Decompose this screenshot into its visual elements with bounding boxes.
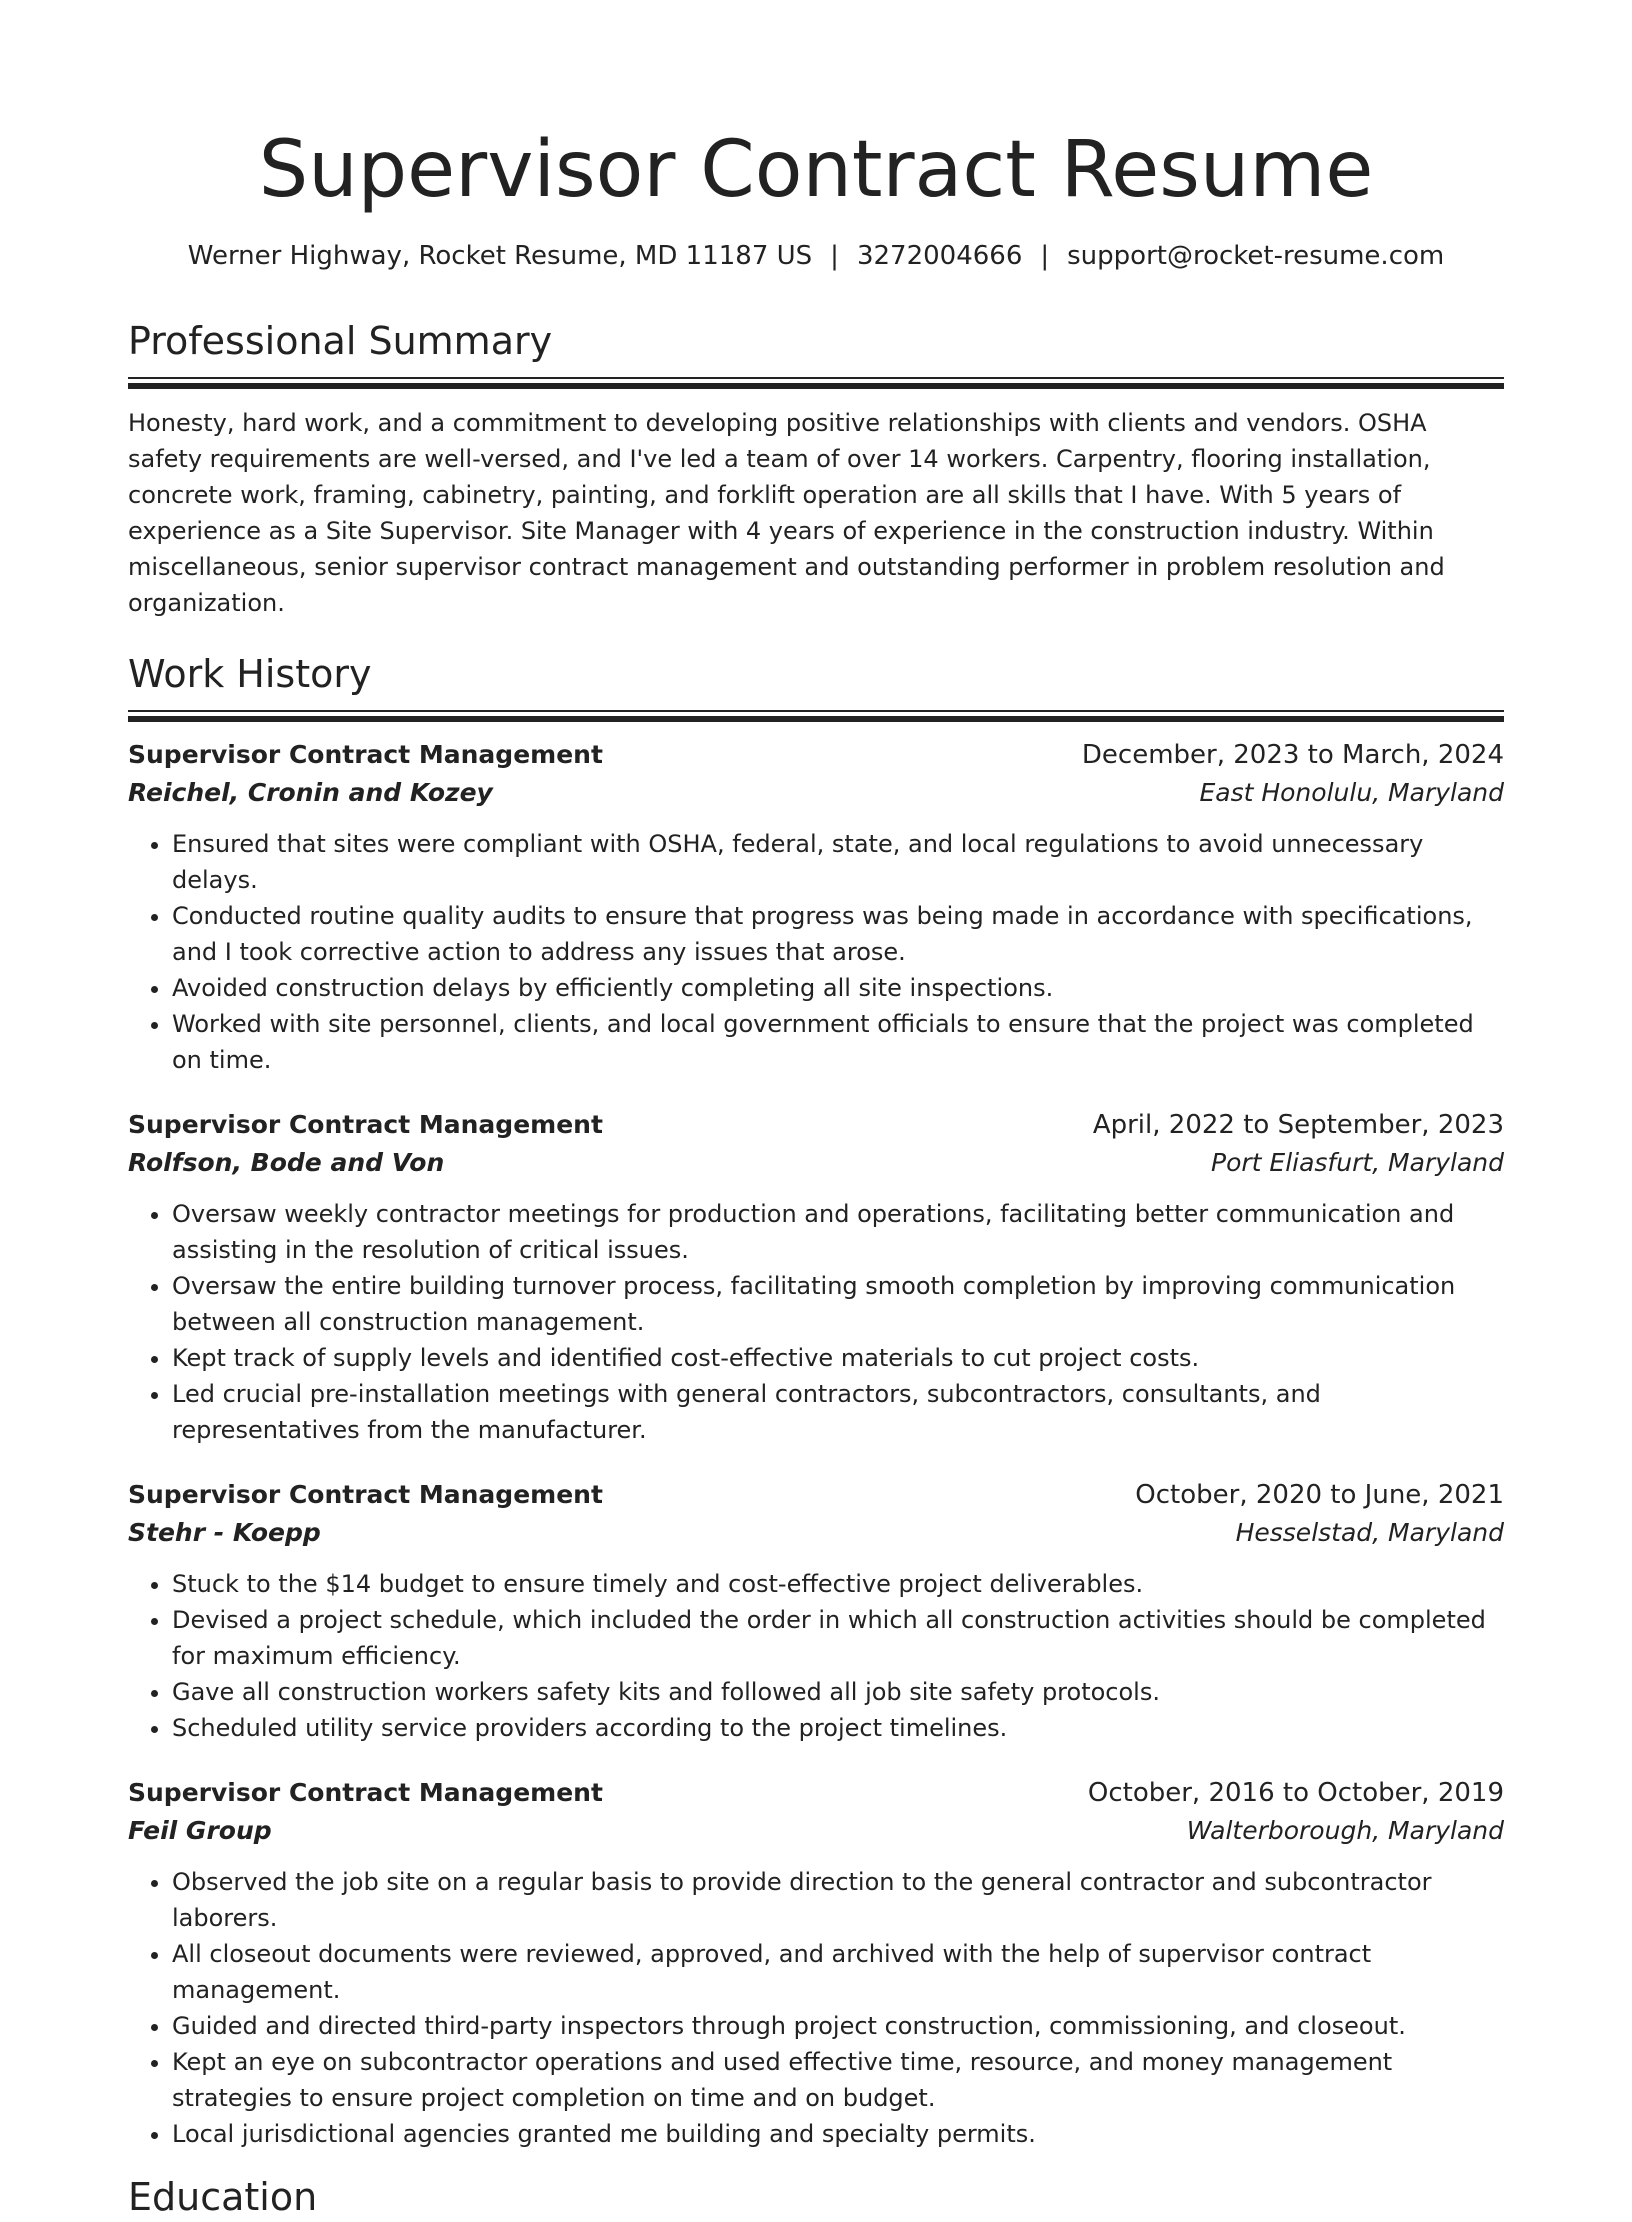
job-company: Reichel, Cronin and Kozey <box>128 778 493 807</box>
job-bullet: • All closeout documents were reviewed, approved, and archived with the help of supervisor contract management. <box>172 1936 1504 2008</box>
job-dates: October, 2016 to October, 2019 <box>1087 1778 1504 1808</box>
job-bullet: • Devised a project schedule, which included the order in which all construction activities should be completed for maximum efficiency. <box>172 1602 1504 1674</box>
job-subheader-row <box>128 1144 1504 1182</box>
job-location: Walterborough, Maryland <box>1186 1816 1504 1845</box>
job-title: Supervisor Contract Management <box>128 740 603 769</box>
section-divider <box>128 710 1504 722</box>
work-history-heading: Work History <box>128 652 372 696</box>
job-bullets <box>128 1196 1504 1448</box>
job-bullets <box>128 826 1504 1078</box>
work-history-list <box>128 736 1504 2152</box>
job-dates: October, 2020 to June, 2021 <box>1135 1480 1504 1510</box>
job-bullet: • Led crucial pre-installation meetings with general contractors, subcontractors, consultants, and representatives from the manufacturer. <box>172 1376 1504 1448</box>
job-bullet: • Scheduled utility service providers according to the project timelines. <box>172 1710 1504 1746</box>
job-bullet: • Worked with site personnel, clients, and local government officials to ensure that the project was completed on time. <box>172 1006 1504 1078</box>
job-bullet: • Observed the job site on a regular basis to provide direction to the general contractor and subcontractor laborers. <box>172 1864 1504 1936</box>
job-dates: December, 2023 to March, 2024 <box>1081 740 1504 770</box>
job-bullets <box>128 1864 1504 2152</box>
job-company: Feil Group <box>128 1816 272 1845</box>
job-bullets <box>128 1566 1504 1746</box>
job-bullet: • Avoided construction delays by efficiently completing all site inspections. <box>172 970 1504 1006</box>
job-header-row <box>128 1106 1504 1144</box>
job-location: East Honolulu, Maryland <box>1199 778 1504 807</box>
contact-email: support@rocket-resume.com <box>1067 241 1445 271</box>
job-entry <box>128 1476 1504 1746</box>
job-header-row <box>128 1476 1504 1514</box>
resume-page <box>128 0 1504 2222</box>
contact-address: Werner Highway, Rocket Resume, MD 11187 US <box>187 241 813 271</box>
job-bullet: • Gave all construction workers safety kits and followed all job site safety protocols. <box>172 1674 1504 1710</box>
job-bullet: • Guided and directed third-party inspectors through project construction, commissioning, and closeout. <box>172 2008 1504 2044</box>
contact-line <box>128 238 1504 274</box>
job-title: Supervisor Contract Management <box>128 1110 603 1139</box>
job-entry <box>128 736 1504 1078</box>
job-bullet: • Kept track of supply levels and identified cost-effective materials to cut project costs. <box>172 1340 1504 1376</box>
job-bullet: • Kept an eye on subcontractor operations and used effective time, resource, and money management strategies to ensure project completion on time and on budget. <box>172 2044 1504 2116</box>
job-subheader-row <box>128 1514 1504 1552</box>
job-company: Stehr - Koepp <box>128 1518 321 1547</box>
job-bullet: • Oversaw the entire building turnover process, facilitating smooth completion by improving communication between all construction management. <box>172 1268 1504 1340</box>
job-location: Port Eliasfurt, Maryland <box>1211 1148 1504 1177</box>
job-company: Rolfson, Bode and Von <box>128 1148 445 1177</box>
job-bullet: • Ensured that sites were compliant with OSHA, federal, state, and local regulations to avoid unnecessary delays. <box>172 826 1504 898</box>
resume-title: Supervisor Contract Resume <box>258 125 1374 215</box>
job-subheader-row <box>128 1812 1504 1850</box>
job-bullet: • Stuck to the $14 budget to ensure timely and cost-effective project deliverables. <box>172 1566 1504 1602</box>
section-divider <box>128 377 1504 389</box>
education-heading: Education <box>128 2175 318 2219</box>
job-bullet: • Oversaw weekly contractor meetings for production and operations, facilitating better communication and assisting in the resolution of critical issues. <box>172 1196 1504 1268</box>
job-subheader-row <box>128 774 1504 812</box>
job-entry <box>128 1106 1504 1448</box>
job-title: Supervisor Contract Management <box>128 1778 603 1807</box>
contact-separator: | <box>830 241 839 271</box>
job-header-row <box>128 736 1504 774</box>
job-entry <box>128 1774 1504 2152</box>
contact-separator: | <box>1040 241 1050 271</box>
job-dates: April, 2022 to September, 2023 <box>1092 1110 1504 1140</box>
summary-text: Honesty, hard work, and a commitment to developing positive relationships with clients and vendors. OSHA safety requirements are well-versed, and I've led a team of over 14 workers. Carpentry, flooring installation, concrete work, framing, cabinetry, painting, and forklift operation are all skills that I have. With 5 years of experience as a Site Supervisor. Site Manager with 4 years of experience in the construction industry. Within miscellaneous, senior supervisor contract management and outstanding performer in problem resolution and organization. <box>128 409 1445 617</box>
job-location: Hesselstad, Maryland <box>1235 1518 1504 1547</box>
job-bullet: • Local jurisdictional agencies granted me building and specialty permits. <box>172 2116 1504 2152</box>
job-header-row <box>128 1774 1504 1812</box>
job-title: Supervisor Contract Management <box>128 1480 603 1509</box>
contact-phone: 3272004666 <box>856 241 1023 271</box>
summary-heading: Professional Summary <box>128 319 553 363</box>
job-bullet: • Conducted routine quality audits to ensure that progress was being made in accordance with specifications, and I took corrective action to address any issues that arose. <box>172 898 1504 970</box>
